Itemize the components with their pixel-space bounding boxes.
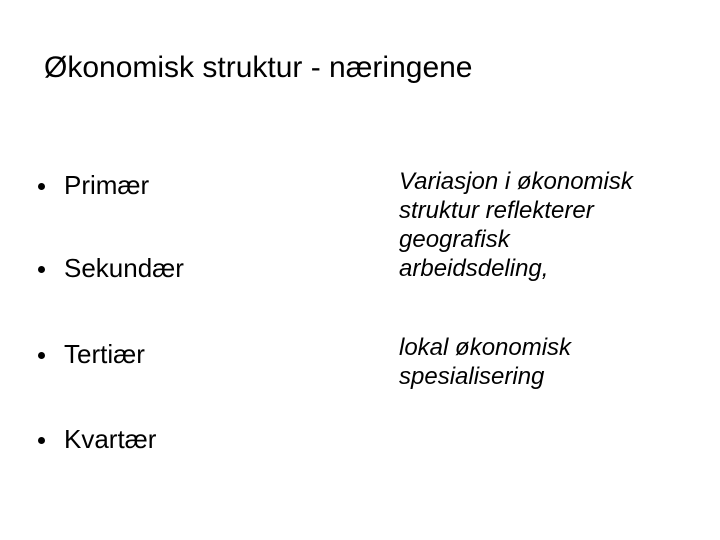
bullet-item-kvartaer [38,424,156,454]
right-paragraph-1 [399,167,633,283]
right-text-line: arbeidsdeling, [399,255,549,282]
right-text-line: spesialisering [399,363,545,390]
bullet-dot-icon [38,183,45,190]
slide-title: Økonomisk struktur - næringene [44,51,473,84]
bullet-dot-icon [38,352,45,359]
bullet-label: Sekundær [64,253,184,283]
bullet-dot-icon [38,437,45,444]
bullet-label: Kvartær [64,424,157,454]
bullet-label: Primær [64,170,150,200]
bullet-item-primaer [38,170,149,200]
bullet-item-sekundaer [38,253,184,283]
bullet-dot-icon [38,266,45,273]
bullet-label: Tertiær [64,339,145,369]
right-text-line: lokal økonomisk [399,334,572,361]
right-text-line: struktur reflekterer [399,197,594,224]
bullet-item-tertiaer [38,339,145,369]
right-text-line: Variasjon i økonomisk [399,168,633,195]
right-text-line: geografisk [399,226,510,253]
right-paragraph-2 [399,333,571,391]
